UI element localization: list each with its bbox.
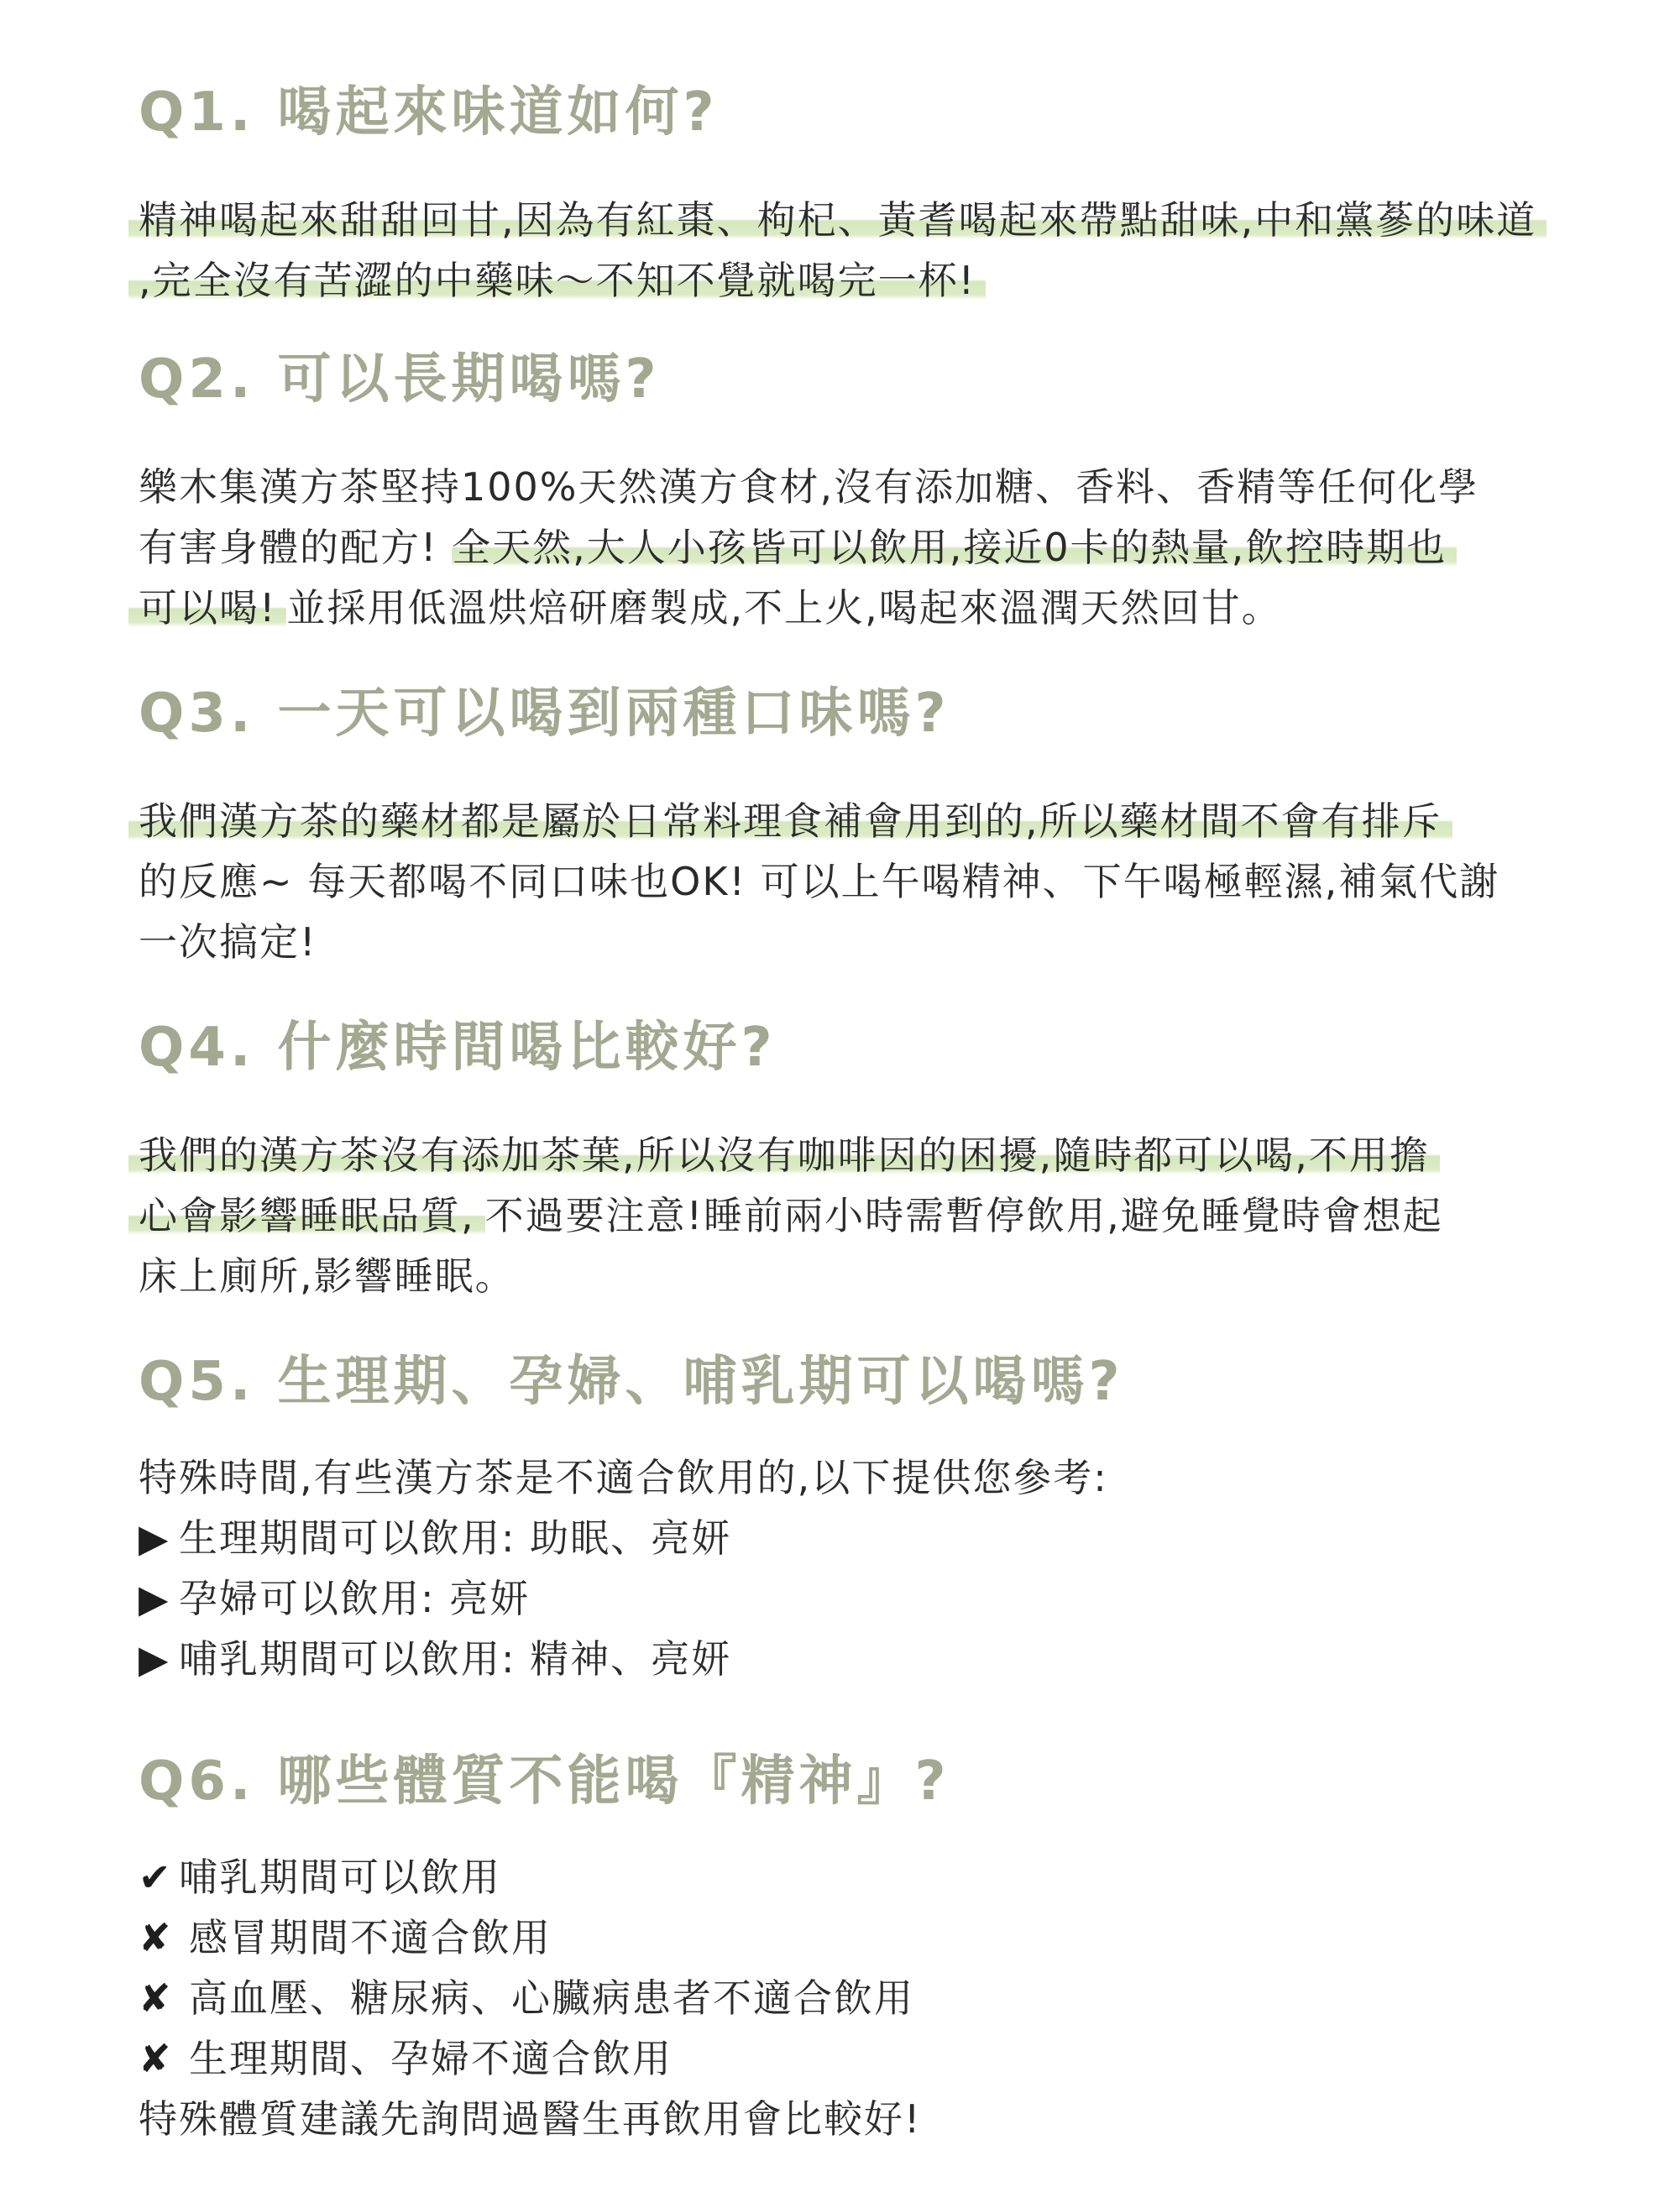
answer-line: 床上廁所,影響睡眠。 <box>139 1253 516 1299</box>
answer-line <box>139 578 1583 638</box>
answer-line <box>139 1185 1583 1246</box>
list-item-label: 哺乳期間可以飲用 <box>179 1855 501 1900</box>
faq-section-q3 <box>139 680 1583 972</box>
question-title: Q4. 什麼時間喝比較好? <box>139 1017 777 1079</box>
answer-text <box>139 457 1583 638</box>
answer-line <box>139 1125 1583 1185</box>
list-item-label: 高血壓、糖尿病、心臟病患者不適合飲用 <box>189 1975 914 2021</box>
faq-section-q5 <box>139 1348 1583 1689</box>
question-title: Q1. 喝起來味道如何? <box>139 81 719 144</box>
list-item <box>139 1568 1583 1629</box>
answer-intro: 特殊時間,有些漢方茶是不適合飲用的,以下提供您參考: <box>139 1455 1108 1500</box>
plain-text: 並採用低溫烘焙研磨製成,不上火,喝起來溫潤天然回甘。 <box>286 585 1282 630</box>
answer-text <box>139 1847 1583 2149</box>
list-item <box>139 1629 1583 1689</box>
cross-icon: ✘ <box>139 2036 173 2081</box>
list-item <box>139 1968 1583 2028</box>
highlighted-text: 精神喝起來甜甜回甘,因為有紅棗、枸杞、黃耆喝起來帶點甜味,中和黨蔘的味道 <box>128 197 1547 243</box>
question-title: Q6. 哪些體質不能喝『精神』? <box>139 1750 950 1813</box>
plain-text: 有害身體的配方! <box>139 525 438 570</box>
highlighted-text: 全天然,大人小孩皆可以飲用,接近0卡的熱量,飲控時期也 <box>452 525 1457 570</box>
answer-outro: 特殊體質建議先詢問過醫生再飲用會比較好! <box>139 2096 922 2142</box>
answer-text <box>139 1125 1583 1306</box>
list-item-label: 感冒期間不適合飲用 <box>189 1915 552 1960</box>
list-item <box>139 2028 1583 2089</box>
highlighted-text: 心會影響睡眠品質, <box>128 1193 485 1238</box>
cross-icon: ✘ <box>139 1975 173 2021</box>
answer-line <box>139 250 1583 311</box>
highlighted-text: 可以喝! <box>128 585 286 630</box>
list-item <box>139 1907 1583 1968</box>
highlighted-text: 我們的漢方茶沒有添加茶葉,所以沒有咖啡因的困擾,隨時都可以喝,不用擔 <box>128 1133 1440 1178</box>
answer-line <box>139 517 1583 578</box>
question-title: Q3. 一天可以喝到兩種口味嗎? <box>139 683 950 745</box>
faq-section-q6 <box>139 1748 1583 2149</box>
play-triangle-icon: ▶ <box>139 1636 170 1682</box>
cross-icon: ✘ <box>139 1915 173 1960</box>
list-item <box>139 1508 1583 1568</box>
question-title: Q2. 可以長期喝嗎? <box>139 348 661 411</box>
faq-section-q1 <box>139 79 1583 311</box>
list-item-label: 生理期間、孕婦不適合飲用 <box>189 2036 673 2081</box>
list-item-label: 哺乳期間可以飲用: 精神、亮妍 <box>179 1636 732 1682</box>
highlighted-text: 我們漢方茶的藥材都是屬於日常料理食補會用到的,所以藥材間不會有排斥 <box>128 798 1452 844</box>
answer-line: 的反應~ 每天都喝不同口味也OK! 可以上午喝精神、下午喝極輕濕,補氣代謝 <box>139 859 1500 904</box>
faq-section-q2 <box>139 346 1583 638</box>
answer-line: 樂木集漢方茶堅持100%天然漢方食材,沒有添加糖、香料、香精等任何化學 <box>139 464 1479 510</box>
answer-line <box>139 190 1583 250</box>
answer-text <box>139 791 1583 972</box>
list-item-label: 生理期間可以飲用: 助眠、亮妍 <box>179 1515 732 1561</box>
play-triangle-icon: ▶ <box>139 1576 170 1621</box>
faq-section-q4 <box>139 1014 1583 1306</box>
check-icon: ✔ <box>139 1855 173 1900</box>
answer-line <box>139 791 1583 851</box>
list-item <box>139 1847 1583 1907</box>
answer-text <box>139 1447 1583 1689</box>
list-item-label: 孕婦可以飲用: 亮妍 <box>179 1576 531 1621</box>
highlighted-text: ,完全沒有苦澀的中藥味～不知不覺就喝完一杯! <box>128 258 986 303</box>
answer-line: 一次搞定! <box>139 919 317 965</box>
play-triangle-icon: ▶ <box>139 1515 170 1561</box>
question-title: Q5. 生理期、孕婦、哺乳期可以喝嗎? <box>139 1351 1124 1413</box>
plain-text: 不過要注意!睡前兩小時需暫停飲用,避免睡覺時會想起 <box>484 1193 1443 1238</box>
answer-text <box>139 190 1583 311</box>
